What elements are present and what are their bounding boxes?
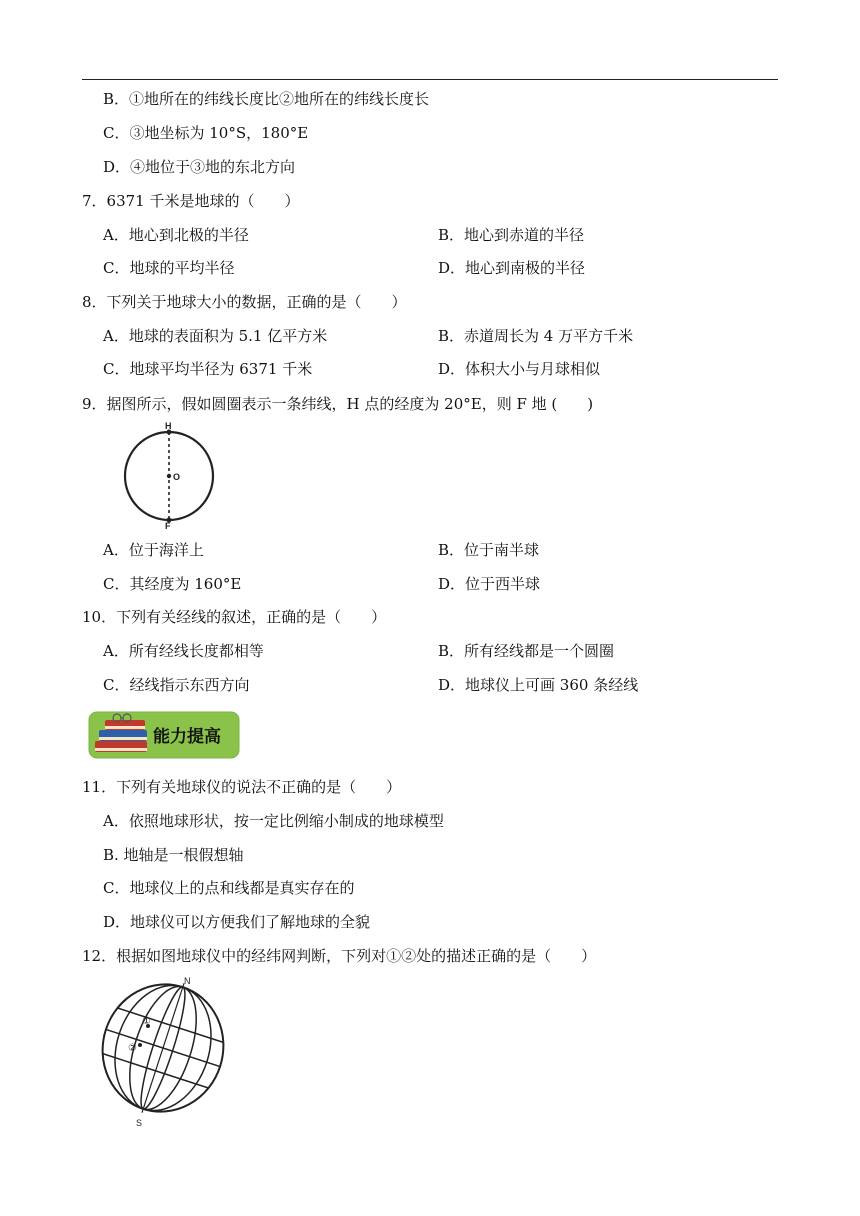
q7-option-c: C．地球的平均半径 (103, 259, 235, 277)
q11-option-b: B. 地轴是一根假想轴 (103, 846, 244, 864)
q7-option-a: A．地心到北极的半径 (103, 226, 249, 244)
q9-option-c: C．其经度为 160°E (103, 575, 242, 593)
q8-option-a: A．地球的表面积为 5.1 亿平方米 (103, 327, 328, 345)
q11-option-c: C．地球仪上的点和线都是真实存在的 (103, 879, 355, 897)
q8-option-d: D．体积大小与月球相似 (438, 360, 601, 378)
q8-option-c: C．地球平均半径为 6371 千米 (103, 360, 313, 378)
q7-option-b: B．地心到赤道的半径 (438, 226, 585, 244)
q11-option-d: D．地球仪可以方便我们了解地球的全貌 (103, 913, 371, 931)
header-rule (82, 79, 778, 80)
label-o: O (173, 472, 181, 482)
q10-option-d: D．地球仪上可画 360 条经线 (438, 676, 639, 694)
q11-stem: 11．下列有关地球仪的说法不正确的是（ ） (82, 778, 402, 796)
section-banner (87, 710, 241, 760)
q10-option-a: A．所有经线长度都相等 (103, 642, 264, 660)
globe-graticule-figure (96, 972, 230, 1128)
latitude-circle-figure (118, 420, 220, 530)
q9-stem: 9．据图所示，假如圆圈表示一条纬线，H 点的经度为 20°E，则 F 地 ( ) (82, 395, 594, 413)
q8-option-b: B．赤道周长为 4 万平方千米 (438, 327, 634, 345)
q10-option-c: C．经线指示东西方向 (103, 676, 250, 694)
q12-stem: 12．根据如图地球仪中的经纬网判断，下列对①②处的描述正确的是（ ） (82, 947, 597, 965)
label-f: F (165, 521, 171, 530)
label-point-2: ② (128, 1043, 137, 1054)
q6-option-c: C．③地坐标为 10°S，180°E (103, 124, 309, 142)
q10-option-b: B．所有经线都是一个圆圈 (438, 642, 615, 660)
q9-option-a: A．位于海洋上 (103, 541, 204, 559)
q7-stem: 7．6371 千米是地球的（ ） (82, 192, 300, 210)
q9-option-b: B．位于南半球 (438, 541, 540, 559)
label-point-1: ① (142, 1016, 151, 1027)
q9-option-d: D．位于西半球 (438, 575, 541, 593)
section-title: 能力提高 (153, 727, 221, 747)
q11-option-a: A．依照地球形状，按一定比例缩小制成的地球模型 (103, 812, 444, 830)
label-h: H (165, 421, 172, 431)
q7-option-d: D．地心到南极的半径 (438, 259, 586, 277)
q8-stem: 8．下列关于地球大小的数据，正确的是（ ） (82, 293, 407, 311)
label-s: S (136, 1118, 143, 1128)
q6-option-d: D．④地位于③地的东北方向 (103, 158, 296, 176)
q6-option-b: B．①地所在的纬线长度比②地所在的纬线长度长 (103, 90, 430, 108)
q10-stem: 10．下列有关经线的叙述，正确的是（ ） (82, 608, 387, 626)
label-n: N (184, 976, 191, 986)
